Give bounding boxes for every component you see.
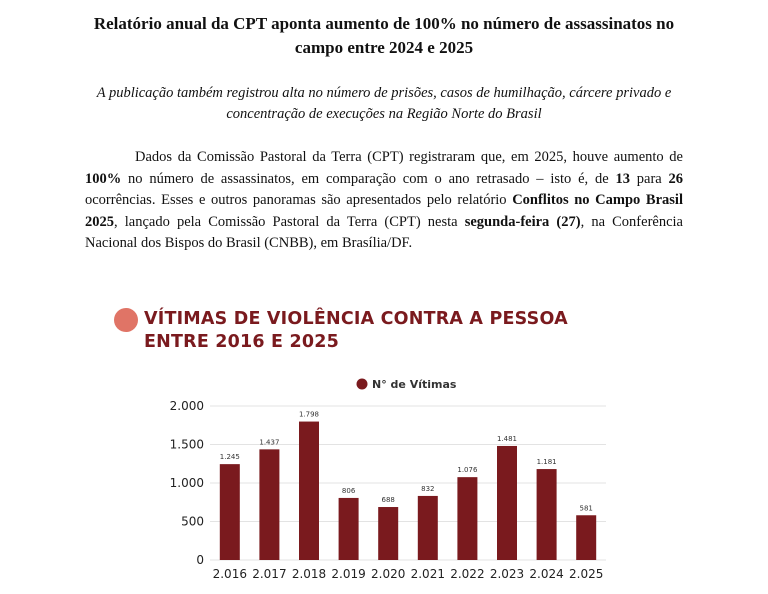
x-tick-label: 2.019 [331, 567, 366, 581]
legend-label: N° de Vítimas [372, 378, 457, 391]
paragraph-text: ocorrências. Esses e outros panoramas são apresentados pelo relatório [85, 192, 513, 208]
data-label: 1.481 [496, 434, 518, 443]
paragraph-text: , lançado pela Comissão Pastoral da Terra (CPT) nesta [114, 213, 465, 230]
bar [378, 507, 398, 560]
x-tick-label: 2.018 [291, 567, 327, 581]
bar [457, 477, 477, 560]
data-label: 1.245 [219, 453, 240, 462]
paragraph-bold: 26 [668, 170, 684, 187]
data-label: 806 [341, 486, 356, 495]
paragraph-text: Dados da Comissão Pastoral da Terra (CPT) registraram que, em 2025, houve aumento de [135, 149, 683, 165]
paragraph-text: para [629, 170, 669, 187]
article-subtitle: A publicação também registrou alta no número de prisões, casos de humilhação, cárcere privado e concentração de execuções na Região Norte do Brasil [96, 85, 672, 122]
data-label: 832 [421, 484, 435, 493]
bar [537, 469, 557, 560]
bar-chart [110, 300, 630, 590]
data-label: 1.181 [536, 458, 557, 467]
article-title: Relatório anual da CPT aponta aumento de 100% no número de assassinatos no campo entre 2024 e 2025 [93, 14, 675, 57]
data-label: 581 [579, 504, 593, 513]
y-tick-label: 500 [181, 514, 204, 529]
x-tick-label: 2.024 [529, 567, 564, 581]
y-tick-label: 1.000 [169, 476, 204, 490]
bar [497, 446, 517, 560]
y-tick-label: 0 [196, 553, 204, 567]
bar [339, 498, 359, 560]
paragraph-bold: 100% [85, 170, 122, 187]
chart-container [110, 300, 630, 590]
paragraph-text: , na Conferência Nacional dos Bispos do Brasil (CNBB), em Brasília/DF. [85, 213, 683, 251]
data-label: 1.076 [457, 466, 478, 475]
chart-title: VÍTIMAS DE VIOLÊNCIA CONTRA A PESSOA ENTRE 2016 E 2025 [144, 309, 568, 352]
paragraph-bold: 13 [615, 170, 630, 187]
y-tick-label: 1.500 [169, 437, 204, 452]
report-title: Conflitos no Campo Brasil 2025 [85, 192, 683, 230]
bar [299, 422, 319, 560]
y-tick-label: 2.000 [169, 399, 204, 413]
bar [220, 464, 240, 560]
x-tick-label: 2.023 [489, 567, 525, 581]
data-label: 688 [381, 496, 395, 505]
x-tick-label: 2.022 [450, 567, 485, 581]
article-paragraph [85, 147, 683, 255]
bar [576, 515, 596, 560]
x-tick-label: 2.016 [212, 567, 247, 581]
data-label: 1.437 [259, 438, 280, 447]
x-tick-label: 2.020 [371, 567, 406, 581]
data-label: 1.798 [298, 410, 320, 419]
bar [418, 496, 438, 560]
legend-marker [357, 379, 368, 390]
bar [259, 449, 279, 560]
x-tick-label: 2.025 [569, 567, 604, 581]
x-tick-label: 2.017 [252, 567, 287, 581]
paragraph-bold: segunda-feira (27) [464, 213, 581, 230]
paragraph-text: no número de assassinatos, em comparação com o ano retrasado – isto é, de [121, 170, 616, 187]
x-tick-label: 2.021 [410, 567, 445, 581]
